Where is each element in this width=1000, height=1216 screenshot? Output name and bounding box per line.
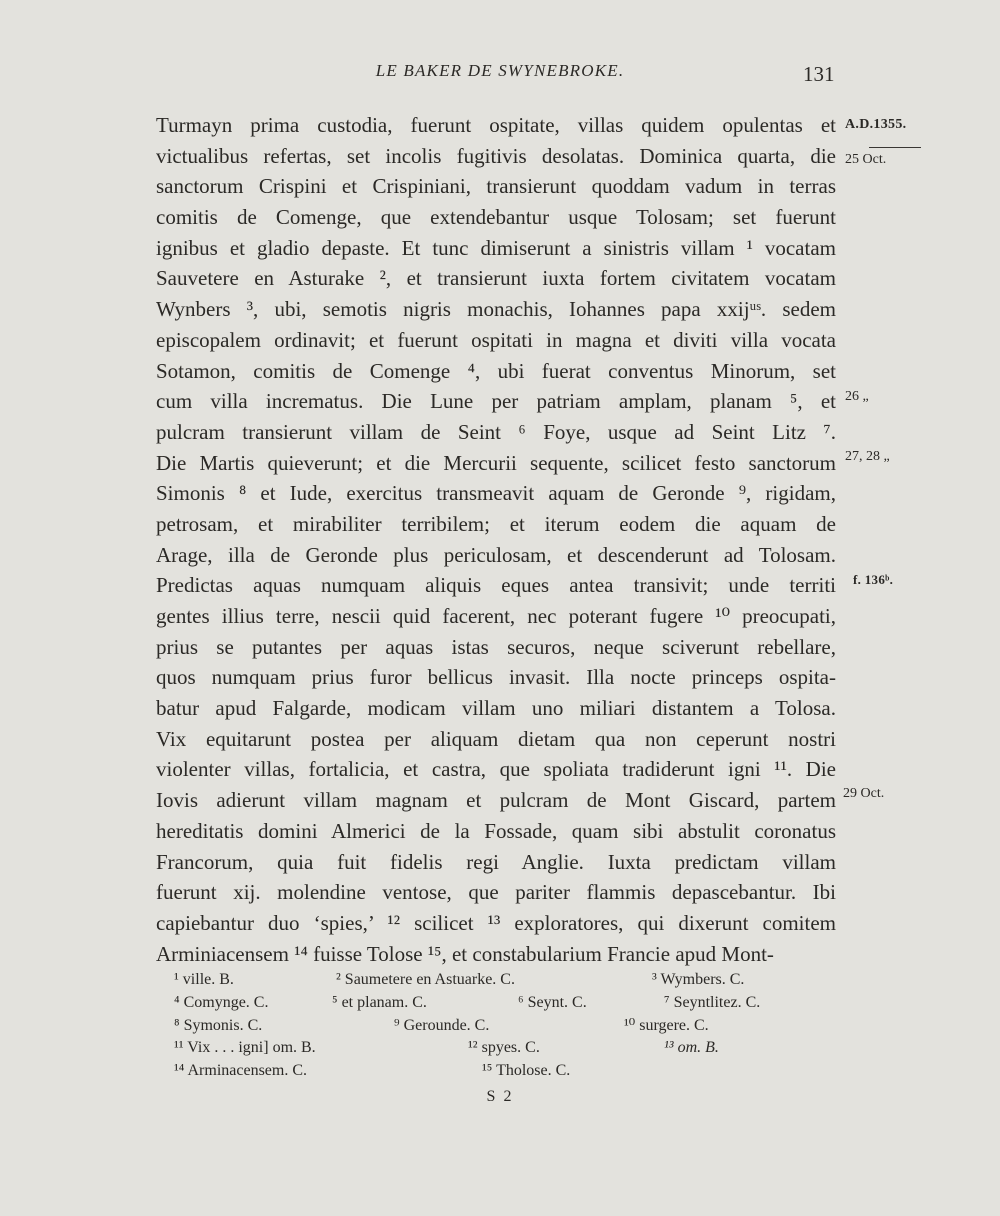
text-line: Francorum, quia fuit fidelis regi Anglie. Iuxta predictam villam [156,849,836,874]
footnote: ³ Wymbers. C. [652,971,745,988]
text-line: Turmayn prima custodia, fuerunt ospitate, villas quidem opulentas et [156,113,836,137]
margin-note-date: 26 „ [845,389,869,404]
text-line: comitis de Comenge, que extendebantur usque Tolosam; set fuerunt [156,205,836,230]
margin-note-date: 29 Oct. [843,786,885,801]
text-line: Simonis ⁸ et Iude, exercitus transmeavit aquam de Geronde ⁹, rigidam, [156,481,836,506]
text-line: hereditatis domini Almerici de la Fossade, quam sibi abstulit coronatus [156,818,836,843]
footnote-italic: ¹¹ Vix . . . igni] om. B. [174,1039,316,1056]
text-line: Wynbers ³, ubi, semotis nigris monachis, Iohannes papa xxijᵘˢ. sedem [156,297,836,322]
text-line: sanctorum Crispini et Crispiniani, transierunt quoddam vadum in terras [156,174,836,199]
footnote: ¹⁵ Tholose. C. [482,1062,571,1079]
text-line: capiebantur duo ‘spies,’ ¹² scilicet ¹³ exploratores, qui dixerunt comitem [156,910,836,935]
text-line: fuerunt xij. molendine ventose, que pariter flammis depascebantur. Ibi [156,880,836,905]
footnote: ⁵ et planam. C. [332,994,427,1011]
text-line: Predictas aquas numquam aliquis eques antea transivit; unde territi [156,573,836,598]
text-line: victualibus refertas, set incolis fugitivis desolatas. Dominica quarta, die [156,143,836,168]
text-line: cum villa incrematus. Die Lune per patriam amplam, planam ⁵, et [156,389,836,414]
text-line: pulcram transierunt villam de Seint ⁶ Foye, usque ad Seint Litz ⁷. [156,419,836,444]
margin-note-date: 25 Oct. [845,152,887,167]
footnote: ⁷ Seyntlitez. C. [664,994,761,1011]
text-line: episcopalem ordinavit; et fuerunt ospitati in magna et diviti villa vocata [156,327,836,352]
footnote: ¹⁰ surgere. C. [624,1017,709,1034]
margin-note-date: 27, 28 „ [845,449,890,464]
text-line: batur apud Falgarde, modicam villam uno miliari distantem a Tolosa. [156,696,836,721]
text-line: Vix equitarunt postea per aliquam dietam qua non ceperunt nostri [156,726,836,751]
text-line: gentes illius terre, nescii quid facerent, nec poterant fugere ¹⁰ preocupati, [156,604,836,628]
text-line: Sauvetere en Asturake ², et transierunt iuxta fortem civitatem vocatam [156,266,836,291]
text-line: quos numquam prius furor bellicus invasit. Illa nocte princeps ospita- [156,665,836,690]
text-line: petrosam, et mirabiliter terribilem; et iterum eodem die aquam de [156,511,836,536]
footnote: ¹⁴ Arminacensem. C. [174,1062,308,1079]
footnote: ⁹ Gerounde. C. [394,1017,490,1034]
text-line: ignibus et gladio depaste. Et tunc dimiserunt a sinistris villam ¹ vocatam [156,235,836,260]
page-number: 131 [803,62,835,86]
text-line: Iovis adierunt villam magnam et pulcram de Mont Giscard, partem [156,788,836,813]
footnote: ⁶ Seynt. C. [518,994,587,1011]
footnote: ¹³ om. B. [664,1039,719,1056]
text-line: Die Martis quieverunt; et die Mercurii sequente, scilicet festo sanctorum [156,450,836,475]
text-line: Arage, illa de Geronde plus periculosam, et descenderunt ad Tolosam. [156,542,836,567]
text-line: Arminiacensem ¹⁴ fuisse Tolose ¹⁵, et constabularium Francie apud Mont- [156,941,774,966]
footnote: ¹ ville. B. [174,971,234,988]
running-title: LE BAKER DE SWYNEBROKE. [375,61,625,80]
text-line: prius se putantes per aquas istas securos, neque sciverunt rebellare, [156,634,836,659]
signature-mark: S 2 [486,1088,514,1105]
text-line: violenter villas, fortalicia, et castra, que spoliata tradiderunt igni ¹¹. Die [156,757,836,782]
footnote: ² Saumetere en Astuarke. C. [336,971,515,988]
margin-note-folio: f. 136ᵇ. [853,572,894,587]
text-line: Sotamon, comitis de Comenge ⁴, ubi fuerat conventus Minorum, set [156,358,836,383]
footnote: ¹² spyes. C. [468,1039,540,1056]
main-text [156,110,836,969]
footnote: ⁸ Symonis. C. [174,1017,263,1034]
margin-note-year: A.D.1355. [845,117,907,132]
footnote: ⁴ Comynge. C. [174,994,269,1011]
margin-rule [869,147,921,148]
